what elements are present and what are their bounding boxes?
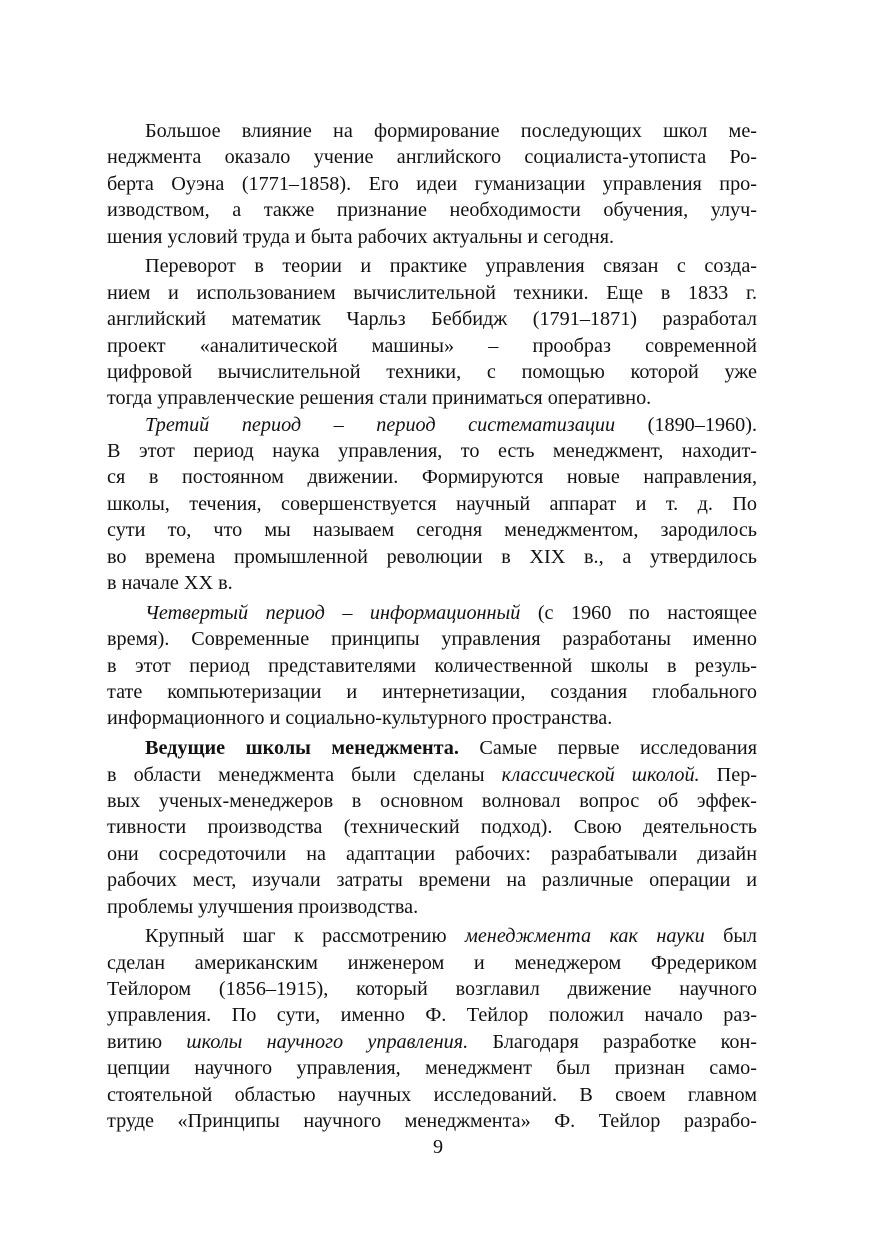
text-line [107, 491, 757, 517]
text-segment: в начале XX в. [107, 572, 233, 595]
text-segment: сути то, что мы называем сегодня менеджментом, зародилось [107, 519, 757, 542]
text-segment: стоятельной областью научных исследований. В своем главном [107, 1083, 757, 1106]
text-line [107, 412, 757, 438]
text-line [107, 171, 757, 197]
text-segment: неджмента оказало учение английского социалиста-утописта Ро- [107, 146, 757, 169]
text-line [107, 544, 757, 570]
text-segment: Переворот в теории и практике управления связан с созда- [145, 255, 757, 278]
text-segment: витию [107, 1030, 187, 1053]
text-line [107, 788, 757, 814]
text-line [107, 280, 757, 306]
text-segment: цепции научного управления, менеджмент был признан само- [107, 1057, 757, 1080]
text-line [107, 1029, 757, 1055]
text-line [107, 385, 757, 411]
text-segment: тате компьютеризации и интернетизации, создания глобального [107, 680, 757, 703]
text-segment: ся в постоянном движении. Формируются новые направления, [107, 466, 757, 489]
text-line [107, 253, 757, 279]
text-line [107, 464, 757, 490]
text-segment: Пер- [699, 763, 758, 786]
text-segment: изводством, а также признание необходимости обучения, улуч- [107, 199, 757, 222]
italic-segment: Третий период – период систематизации [145, 413, 616, 436]
text-line [107, 867, 757, 893]
paragraph [107, 253, 757, 411]
text-segment: труде «Принципы научного менеджмента» Ф. Тейлор разрабо- [107, 1110, 757, 1133]
text-line [107, 144, 757, 170]
text-segment: информационного и социально-культурного пространства. [107, 707, 613, 730]
text-line [107, 333, 757, 359]
text-line [107, 1108, 757, 1134]
text-line [107, 626, 757, 652]
text-line [107, 306, 757, 332]
text-segment: они сосредоточили на адаптации рабочих: разрабатывали дизайн [107, 842, 757, 865]
text-line [107, 359, 757, 385]
section-heading: Ведущие школы менеджмента. [145, 737, 459, 760]
text-line [107, 1055, 757, 1081]
text-segment: вых ученых-менеджеров в основном волновал вопрос об эффек- [107, 789, 757, 812]
italic-segment: школы научного управления. [186, 1030, 469, 1053]
text-line [107, 517, 757, 543]
text-segment: берта Оуэна (1771–1858). Его идеи гуманизации управления про- [107, 172, 757, 195]
text-line [107, 224, 757, 250]
text-line [107, 570, 757, 596]
text-line [107, 600, 757, 626]
text-line [107, 923, 757, 949]
text-segment: был [704, 925, 758, 948]
text-segment: тивности производства (технический подход). Свою деятельность [107, 816, 757, 839]
text-segment: во времена промышленной революции в XIX в., а утвердилось [107, 545, 757, 568]
text-segment: школы, течения, совершенствуется научный аппарат и т. д. По [107, 492, 757, 515]
text-segment: проблемы улучшения производства. [107, 895, 419, 918]
text-line [107, 1082, 757, 1108]
page-number: 9 [432, 1136, 444, 1158]
text-segment: нием и использованием вычислительной техники. Еще в 1833 г. [107, 281, 757, 304]
text-segment: проект «аналитической машины» – прообраз современной [107, 334, 757, 357]
paragraph [107, 923, 757, 1134]
text-segment: В этот период наука управления, то есть менеджмент, находит- [107, 440, 757, 463]
page-body [107, 118, 757, 1134]
text-line [107, 679, 757, 705]
text-line [107, 976, 757, 1002]
text-segment: Большое влияние на формирование последующих школ ме- [145, 120, 757, 142]
text-line [107, 894, 757, 920]
italic-segment: Четвертый период – информационный [145, 601, 521, 624]
text-line [107, 950, 757, 976]
text-segment: Крупный шаг к рассмотрению [145, 925, 465, 948]
text-line [107, 438, 757, 464]
paragraph [107, 735, 757, 920]
text-segment: Благодаря разработке кон- [468, 1030, 757, 1053]
text-line [107, 705, 757, 731]
text-segment: английский математик Чарльз Беббидж (1791–1871) разработал [107, 308, 757, 331]
text-line [107, 735, 757, 761]
text-segment: управления. По сути, именно Ф. Тейлор положил начало раз- [107, 1004, 757, 1027]
text-line [107, 814, 757, 840]
text-segment: тогда управленческие решения стали приниматься оперативно. [107, 387, 652, 410]
text-line [107, 762, 757, 788]
paragraph [107, 118, 757, 250]
italic-segment: классической школой. [501, 763, 700, 786]
text-segment: шения условий труда и быта рабочих актуальны и сегодня. [107, 225, 615, 248]
text-segment: (с 1960 по настоящее [520, 601, 757, 624]
text-segment: Тейлором (1856–1915), который возглавил движение научного [107, 978, 757, 1001]
text-line [107, 197, 757, 223]
text-line [107, 1002, 757, 1028]
text-segment: рабочих мест, изучали затраты времени на различные операции и [107, 869, 757, 892]
text-line [107, 841, 757, 867]
paragraph [107, 600, 757, 732]
text-segment: сделан американским инженером и менеджером Фредериком [107, 951, 757, 974]
text-segment: цифровой вычислительной техники, с помощью которой уже [107, 360, 757, 383]
text-line [107, 653, 757, 679]
paragraph [107, 412, 757, 597]
text-segment: (1890–1960). [615, 413, 757, 436]
text-segment: в области менеджмента были сделаны [107, 763, 502, 786]
text-line [107, 118, 757, 144]
italic-segment: менеджмента как науки [464, 925, 705, 948]
text-segment: время). Современные принципы управления разработаны именно [107, 628, 757, 651]
text-segment: Самые первые исследования [458, 737, 757, 760]
text-segment: в этот период представителями количественной школы в резуль- [107, 654, 757, 677]
